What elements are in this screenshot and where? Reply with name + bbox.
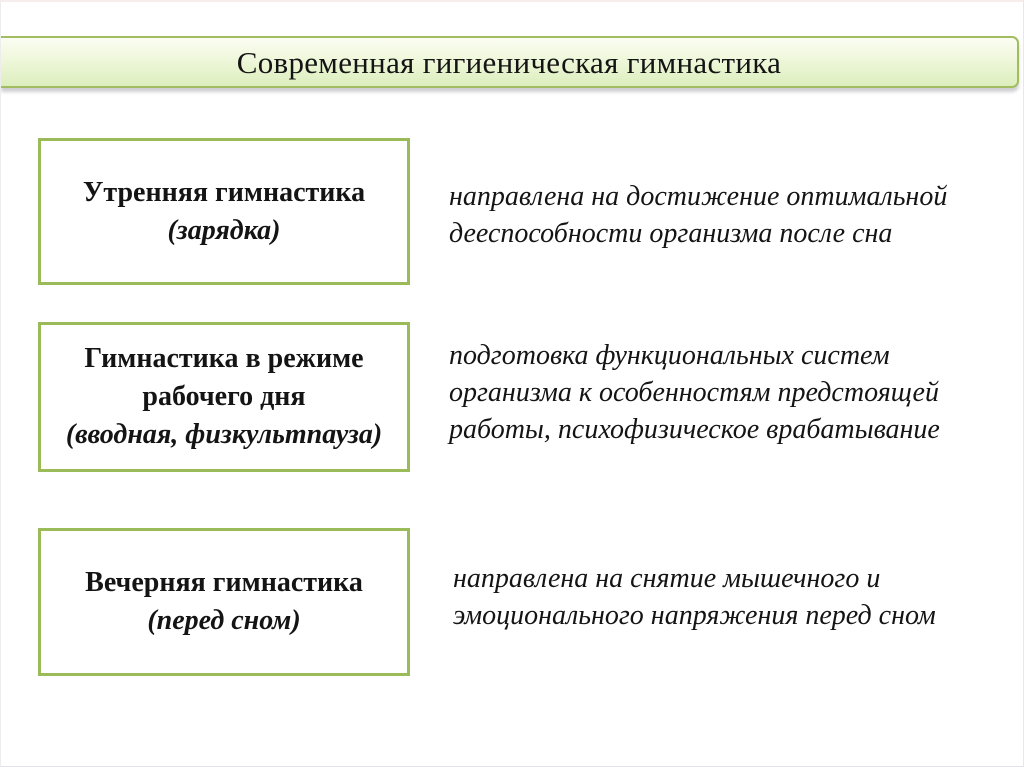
description-line: эмоционального напряжения перед сном: [453, 600, 936, 631]
term-box-subtitle-line: (зарядка): [167, 214, 281, 246]
description-line: дееспособности организма после сна: [449, 218, 893, 249]
term-box-title-line: Утренняя гимнастика: [82, 176, 366, 208]
term-box-workday-gymnastics: [38, 322, 410, 472]
term-box-title-line: рабочего дня: [142, 381, 306, 412]
description-morning-gymnastics: [449, 178, 997, 252]
description-line: работы, психофизическое врабатывание: [449, 414, 940, 445]
term-box-title-line: Вечерняя гимнастика: [85, 567, 363, 598]
description-line: направлена на снятие мышечного и: [453, 563, 881, 594]
description-line: подготовка функциональных систем: [449, 340, 890, 371]
term-box-morning-gymnastics: [38, 138, 410, 285]
slide-title-bar: [1, 36, 1019, 88]
term-box-subtitle-line: (перед сном): [147, 605, 301, 636]
description-workday-gymnastics: [449, 337, 997, 448]
description-line: организма к особенностям предстоящей: [449, 377, 939, 408]
term-box-title-line: Гимнастика в режиме: [84, 343, 364, 374]
slide-title: Современная гигиеническая гимнастика: [236, 45, 782, 80]
top-edge-hairline: [1, 0, 1023, 2]
term-box-evening-gymnastics: [38, 528, 410, 676]
term-box-subtitle-line: (вводная, физкультпауза): [65, 419, 383, 450]
description-evening-gymnastics: [453, 560, 1001, 634]
description-line: направлена на достижение оптимальной: [449, 181, 948, 212]
